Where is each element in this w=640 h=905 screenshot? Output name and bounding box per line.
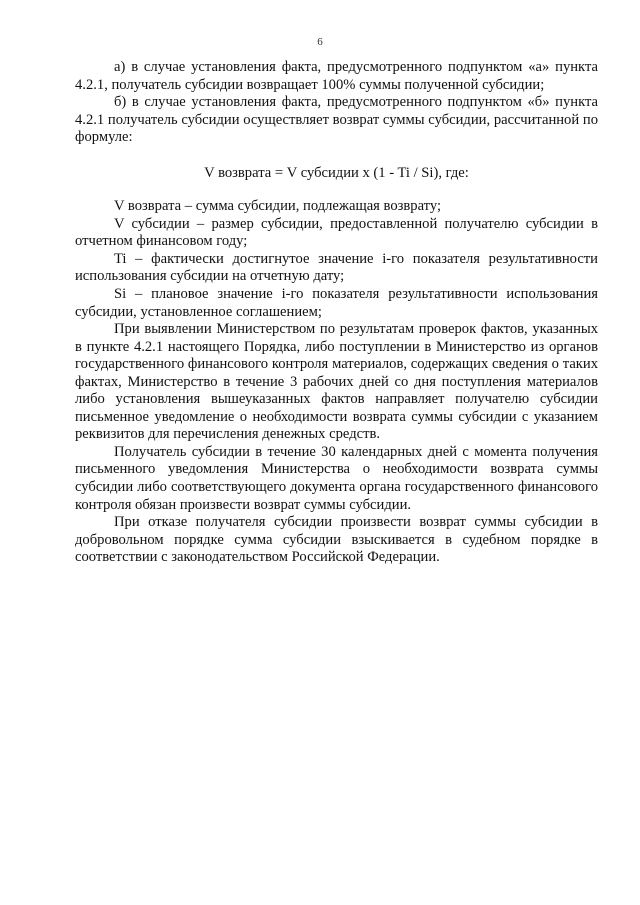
page-number: 6	[317, 36, 323, 48]
paragraph-return-deadline: Получатель субсидии в течение 30 календарных дней с момента получения письменного уведомления Министерства о необходимости возврата суммы субсидии либо соответствующего документа органа государственного финансового контроля обязан произвести возврат суммы субсидии.	[75, 443, 598, 513]
spacer	[75, 182, 598, 198]
paragraph-b: б) в случае установления факта, предусмотренного подпунктом «б» пункта 4.2.1 получатель субсидии осуществляет возврат суммы субсидии, рассчитанной по формуле:	[75, 94, 598, 146]
paragraph-refusal: При отказе получателя субсидии произвести возврат суммы субсидии в добровольном порядке сумма субсидии взыскивается в судебном порядке в соответствии с законодательством Российской Федерации.	[75, 514, 598, 566]
definition-ti: Ti – фактически достигнутое значение i-го показателя результативности использования субсидии на отчетную дату;	[75, 250, 598, 285]
paragraph-ministry-notice: При выявлении Министерством по результатам проверок фактов, указанных в пункте 4.2.1 настоящего Порядка, либо поступлении в Министерство из органов государственного финансового контроля материалов, содержащих сведения о таких фактах, Министерство в течение 3 рабочих дней со дня поступления материалов либо установления вышеуказанных фактов направляет получателю субсидии письменное уведомление о необходимости возврата суммы субсидии с указанием реквизитов для перечисления денежных средств.	[75, 321, 598, 443]
formula: V возврата = V субсидии x (1 - Ti / Si), где:	[204, 164, 469, 181]
document-body	[75, 59, 598, 567]
definition-v-return: V возврата – сумма субсидии, подлежащая возврату;	[114, 198, 442, 215]
paragraph-a: а) в случае установления факта, предусмотренного подпунктом «а» пункта 4.2.1, получатель субсидии возвращает 100% суммы полученной субсидии;	[75, 59, 598, 93]
definition-v-subsidy: V субсидии – размер субсидии, предоставленной получателю субсидии в отчетном финансовом году;	[75, 215, 598, 250]
spacer	[75, 147, 598, 165]
definition-si: Si – плановое значение i-го показателя результативности использования субсидии, установленное соглашением;	[75, 286, 598, 320]
